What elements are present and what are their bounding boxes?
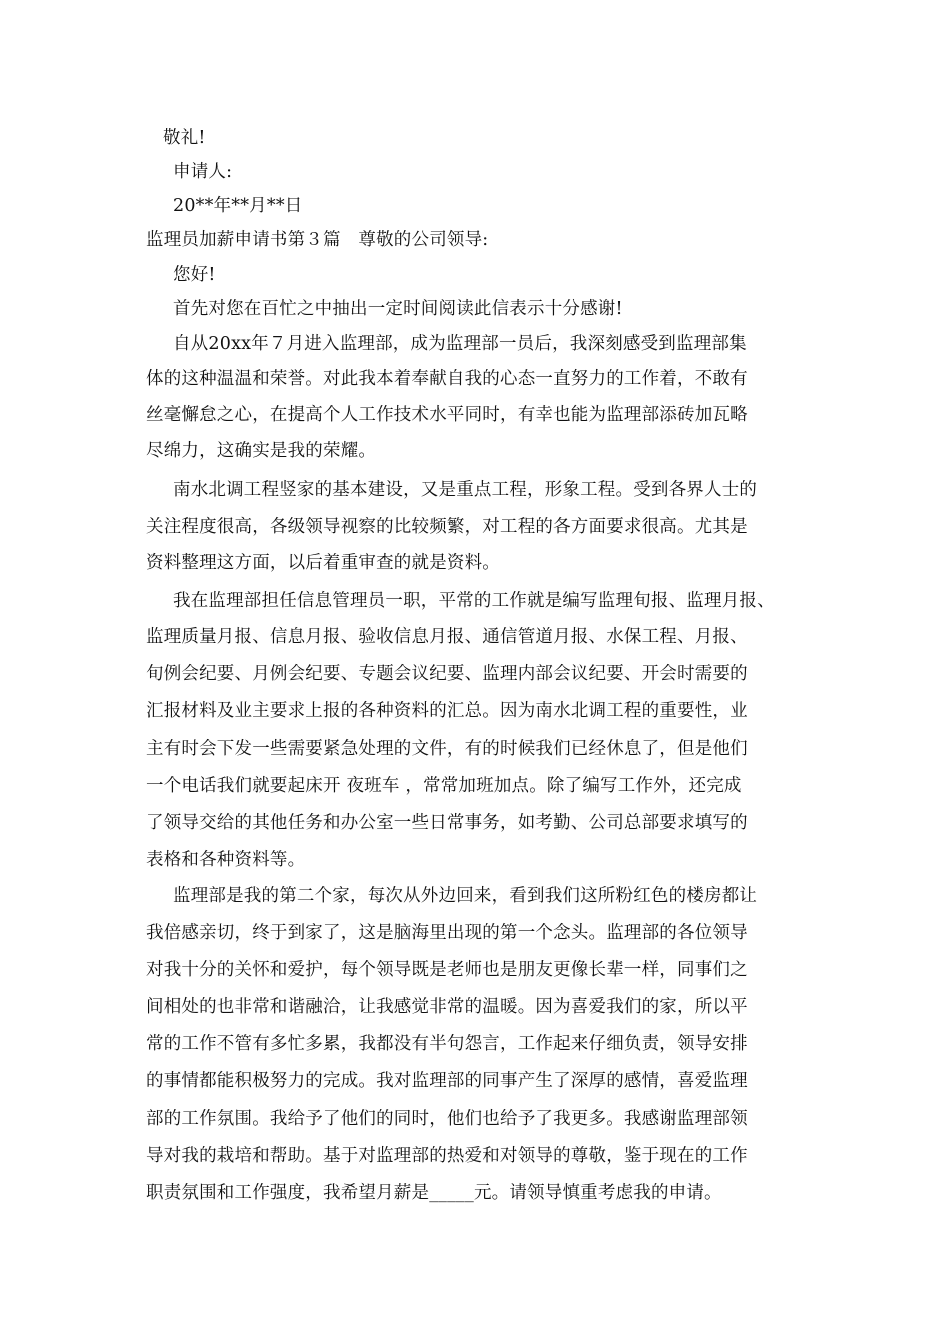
paragraph-line: 尽绵力，这确实是我的荣耀。 [146, 441, 377, 461]
paragraph-line: 监理部是我的第二个家，每次从外边回来，看到我们这所粉红色的楼房都让 [173, 886, 758, 906]
paragraph-line: 对我十分的关怀和爱护，每个领导既是老师也是朋友更像长辈一样，同事们之 [146, 960, 748, 980]
paragraph-line: 首先对您在百忙之中抽出一定时间阅读此信表示十分感谢! [173, 299, 623, 319]
paragraph-line: 导对我的栽培和帮助。基于对监理部的热爱和对领导的尊敬，鉴于现在的工作 [146, 1146, 748, 1166]
paragraph-line: 体的这种温温和荣誉。对此我本着奉献自我的心态一直努力的工作着，不敢有 [146, 369, 748, 389]
paragraph-line: 自从20xx年７月进入监理部，成为监理部一员后，我深刻感受到监理部集 [173, 334, 747, 354]
paragraph-line: 我倍感亲切，终于到家了，这是脑海里出现的第一个念头。监理部的各位领导 [146, 923, 748, 943]
paragraph-line: 监理质量月报、信息月报、验收信息月报、通信管道月报、水保工程、月报、 [146, 627, 748, 647]
paragraph-line: 我在监理部担任信息管理员一职，平常的工作就是编写监理旬报、监理月报、 [173, 591, 775, 611]
date-line: 20**年**月**日 [173, 196, 303, 216]
applicant-label: 申请人: [173, 162, 233, 182]
paragraph-line: 南水北调工程竖家的基本建设，又是重点工程，形象工程。受到各界人士的 [173, 480, 758, 500]
paragraph-line: 主有时会下发一些需要紧急处理的文件，有的时候我们已经休息了，但是他们 [146, 739, 748, 759]
paragraph-line: 职责氛围和工作强度，我希望月薪是_____元。请领导慎重考虑我的申请。 [146, 1183, 722, 1203]
section-heading: 监理员加薪申请书第３篇 尊敬的公司领导: [146, 230, 489, 250]
paragraph-line: 关注程度很高，各级领导视察的比较频繁，对工程的各方面要求很高。尤其是 [146, 517, 748, 537]
paragraph-line: 常的工作不管有多忙多累，我都没有半句怨言，工作起来仔细负责，领导安排 [146, 1034, 748, 1054]
paragraph-line: 旬例会纪要、月例会纪要、专题会议纪要、监理内部会议纪要、开会时需要的 [146, 664, 748, 684]
paragraph-line: 了领导交给的其他任务和办公室一些日常事务，如考勤、公司总部要求填写的 [146, 813, 748, 833]
paragraph-line: 间相处的也非常和谐融洽，让我感觉非常的温暖。因为喜爱我们的家，所以平 [146, 997, 748, 1017]
paragraph-line: 部的工作氛围。我给予了他们的同时，他们也给予了我更多。我感谢监理部领 [146, 1109, 748, 1129]
paragraph-line: 资料整理这方面，以后着重审查的就是资料。 [146, 553, 500, 573]
paragraph-line: 表格和各种资料等。 [146, 850, 306, 870]
closing-salutation: 敬礼! [163, 128, 206, 148]
paragraph-line: 丝毫懈怠之心，在提高个人工作技术水平同时，有幸也能为监理部添砖加瓦略 [146, 405, 748, 425]
paragraph-line: 的事情都能积极努力的完成。我对监理部的同事产生了深厚的感情，喜爱监理 [146, 1071, 748, 1091]
greeting: 您好! [173, 265, 216, 285]
paragraph-line: 汇报材料及业主要求上报的各种资料的汇总。因为南水北调工程的重要性，业 [146, 701, 748, 721]
paragraph-line: 一个电话我们就要起床开 夜班车 ，常常加班加点。除了编写工作外，还完成 [146, 776, 742, 796]
